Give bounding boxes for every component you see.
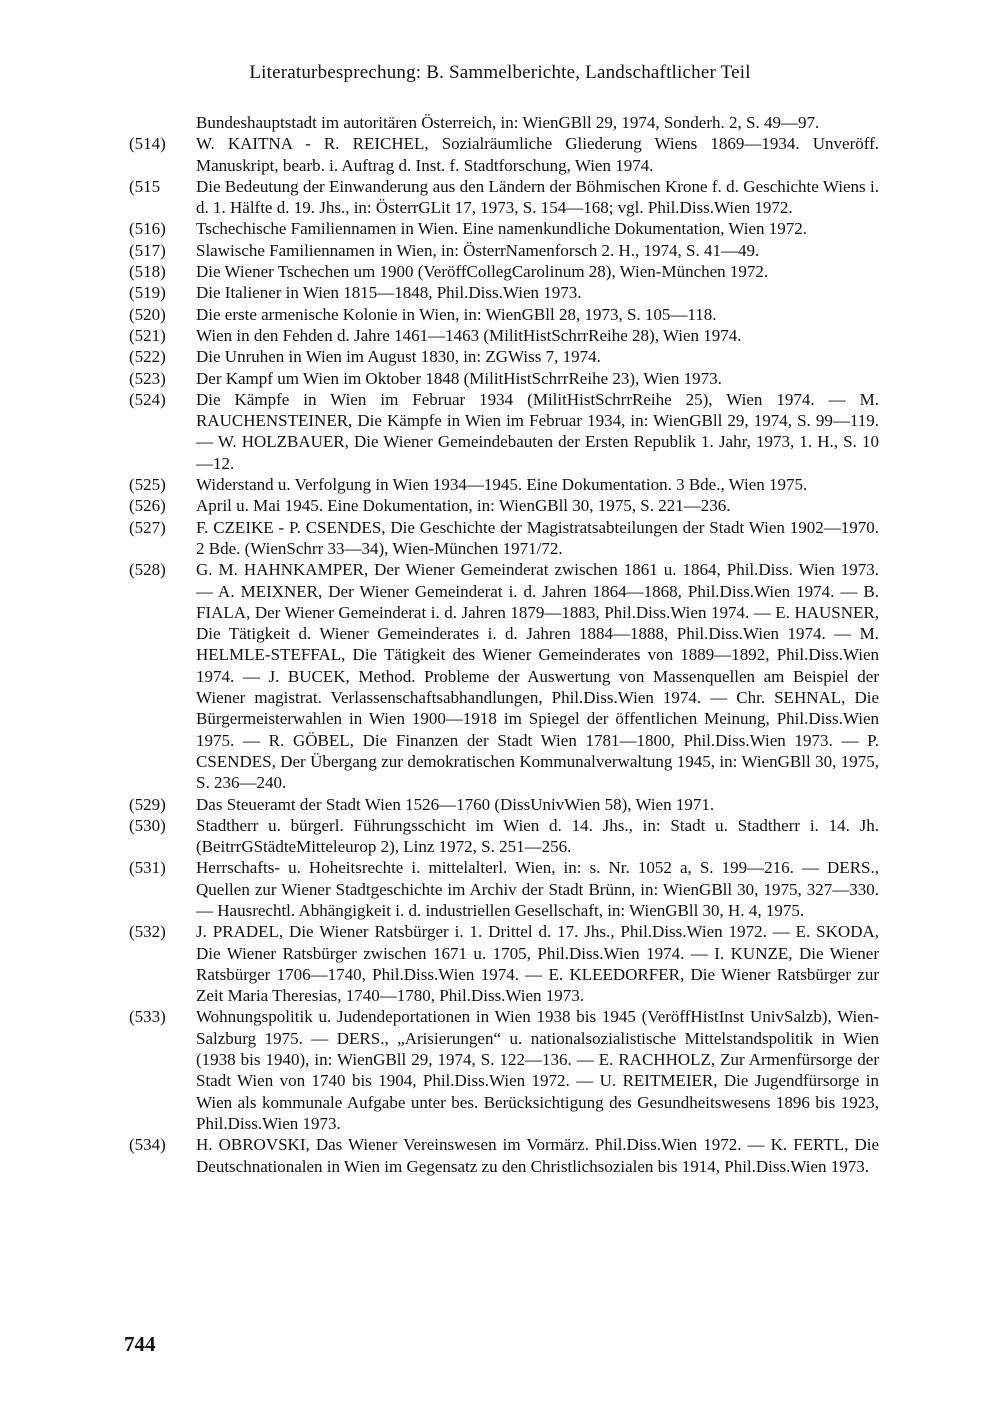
entry-text: F. CZEIKE - P. CSENDES, Die Geschichte der Magistratsabteilungen der Stadt Wien 1902—1970. 2 Bde. (WienSchrr 33—34), Wien-München 1971/72. [196, 517, 879, 558]
entry-number: (521) [129, 325, 166, 345]
list-item [129, 325, 879, 346]
entry-text: Die Unruhen in Wien im August 1830, in: ZGWiss 7, 1974. [196, 347, 601, 367]
entry-number: (523) [129, 368, 166, 388]
entry-text: April u. Mai 1945. Eine Dokumentation, in: WienGBll 30, 1975, S. 221—236. [196, 496, 731, 516]
list-item [129, 176, 879, 219]
entry-number: (530) [129, 815, 166, 835]
list-item [129, 857, 879, 921]
entry-number: (522) [129, 347, 166, 367]
list-item [129, 559, 879, 793]
entry-number: (527) [129, 517, 166, 537]
entry-number: (516) [129, 219, 166, 239]
entry-text: Wien in den Fehden d. Jahre 1461—1463 (MilitHistSchrrReihe 28), Wien 1974. [196, 325, 742, 345]
entry-text: Die Italiener in Wien 1815—1848, Phil.Diss.Wien 1973. [196, 283, 582, 303]
entry-number: (519) [129, 283, 166, 303]
list-item [129, 517, 879, 560]
list-item [129, 261, 879, 282]
entry-number: (517) [129, 240, 166, 260]
entry-number: (518) [129, 262, 166, 282]
list-item [129, 815, 879, 858]
entry-number: (529) [129, 794, 166, 814]
list-item [129, 1134, 879, 1177]
entry-text: Der Kampf um Wien im Oktober 1848 (MilitHistSchrrReihe 23), Wien 1973. [196, 368, 722, 388]
entry-number: (515 [129, 176, 161, 196]
entry-text: Bundeshauptstadt im autoritären Österreich, in: WienGBll 29, 1974, Sonderh. 2, S. 49—97. [196, 113, 820, 132]
list-item [129, 389, 879, 474]
entry-text: Das Steueramt der Stadt Wien 1526—1760 (DissUnivWien 58), Wien 1971. [196, 794, 715, 814]
entry-text: J. PRADEL, Die Wiener Ratsbürger i. 1. Drittel d. 17. Jhs., Phil.Diss.Wien 1972. — E. SKODA, Die Wiener Ratsbürger zwischen 1671 u. 1705, Phil.Diss.Wien 1974. — I. KUNZE, Die Wiener Ratsbürger 1706—1740, Phil.Diss.Wien 1974. — E. KLEEDORFER, Die Wiener Ratsbürger zur Zeit Maria Theresias, 1740—1780, Phil.Diss.Wien 1973. [196, 922, 879, 1006]
list-item [129, 368, 879, 389]
list-item [129, 304, 879, 325]
list-item [129, 218, 879, 239]
entry-number: (531) [129, 858, 166, 878]
entry-text: Die Wiener Tschechen um 1900 (VeröffCollegCarolinum 28), Wien-München 1972. [196, 262, 769, 282]
entry-text: Slawische Familiennamen in Wien, in: ÖsterrNamenforsch 2. H., 1974, S. 41—49. [196, 240, 760, 260]
entry-number: (528) [129, 560, 166, 580]
entry-text: W. KAITNA - R. REICHEL, Sozialräumliche Gliederung Wiens 1869—1934. Unveröff. Manuskript, bearb. i. Auftrag d. Inst. f. Stadtforschung, Wien 1974. [196, 134, 879, 175]
list-item [129, 495, 879, 516]
list-item [129, 1006, 879, 1134]
list-item [129, 794, 879, 815]
entry-number: (534) [129, 1135, 166, 1155]
entry-number: (525) [129, 475, 166, 495]
bibliography-list [129, 112, 879, 1177]
entry-text: Wohnungspolitik u. Judendeportationen in Wien 1938 bis 1945 (VeröffHistInst UnivSalzb), Wien-Salzburg 1975. — DERS., „Arisierungen“ u. nationalsozialistische Mittelstandspolitik in Wien (1938 bis 1940), in: WienGBll 29, 1974, S. 122—136. — E. RACHHOLZ, Zur Armenfürsorge der Stadt Wien von 1740 bis 1904, Phil.Diss.Wien 1972. — U. REITMEIER, Die Jugendfürsorge in Wien als kommunale Aufgabe unter bes. Berücksichtigung des Gesundheitswesens 1896 bis 1923, Phil.Diss.Wien 1973. [196, 1007, 879, 1133]
page-number: 744 [124, 1332, 156, 1356]
entry-number: (520) [129, 304, 166, 324]
entry-number: (526) [129, 496, 166, 516]
entry-number: (514) [129, 134, 166, 154]
entry-text: Die erste armenische Kolonie in Wien, in: WienGBll 28, 1973, S. 105—118. [196, 304, 717, 324]
entry-text: Stadtherr u. bürgerl. Führungsschicht im Wien d. 14. Jhs., in: Stadt u. Stadtherr i. 14. Jh. (BeitrrGStädteMitteleurop 2), Linz 1972, S. 251—256. [196, 815, 879, 857]
entry-text: H. OBROVSKI, Das Wiener Vereinswesen im Vormärz. Phil.Diss.Wien 1972. — K. FERTL, Die Deutschnationalen in Wien im Gegensatz zu den Christlichsozialen bis 1914, Phil.Diss.Wien 1973. [196, 1135, 879, 1176]
list-item [129, 921, 879, 1006]
running-header: Literaturbesprechung: B. Sammelberichte, Landschaftlicher Teil [249, 62, 751, 83]
list-item [129, 282, 879, 303]
entry-number: (532) [129, 922, 166, 942]
entry-text: Die Kämpfe in Wien im Februar 1934 (MilitHistSchrrReihe 25), Wien 1974. — M. RAUCHENSTEINER, Die Kämpfe in Wien im Februar 1934, in: WienGBll 29, 1974, S. 99—119. — W. HOLZBAUER, Die Wiener Gemeindebauten der Ersten Republik 1. Jahr, 1973, 1. H., S. 10—12. [196, 389, 879, 473]
entry-number: (533) [129, 1007, 166, 1027]
entry-text: Widerstand u. Verfolgung in Wien 1934—1945. Eine Dokumentation. 3 Bde., Wien 1975. [196, 475, 808, 495]
list-item [129, 240, 879, 261]
list-item [129, 474, 879, 495]
list-item [129, 133, 879, 176]
entry-text: G. M. HAHNKAMPER, Der Wiener Gemeinderat zwischen 1861 u. 1864, Phil.Diss. Wien 1973. — A. MEIXNER, Der Wiener Gemeinderat i. d. Jahren 1864—1868, Phil.Diss.Wien 1974. — B. FIALA, Der Wiener Gemeinderat i. d. Jahren 1879—1883, Phil.Diss.Wien 1974. — E. HAUSNER, Die Tätigkeit d. Wiener Gemeinderates i. d. Jahren 1884—1888, Phil.Diss.Wien 1974. — M. HELMLE-STEFFAL, Die Tätigkeit des Wiener Gemeinderates von 1889—1892, Phil.Diss.Wien 1974. — J. BUCEK, Method. Probleme der Auswertung von Massenquellen am Beispiel der Wiener magistrat. Verlassenschaftsabhandlungen, Phil.Diss.Wien 1974. — Chr. SEHNAL, Die Bürgermeisterwahlen in Wien 1900—1918 im Spiegel der öffentlichen Meinung, Phil.Diss.Wien 1975. — R. GÖBEL, Die Finanzen der Stadt Wien 1781—1800, Phil.Diss.Wien 1973. — P. CSENDES, Der Übergang zur demokratischen Kommunalverwaltung 1945, in: WienGBll 30, 1975, S. 236—240. [196, 560, 879, 793]
entry-text: Tschechische Familiennamen in Wien. Eine namenkundliche Dokumentation, Wien 1972. [196, 219, 808, 239]
list-item [129, 112, 879, 133]
entry-text: Die Bedeutung der Einwanderung aus den Ländern der Böhmischen Krone f. d. Geschichte Wiens i. d. 1. Hälfte d. 19. Jhs., in: ÖsterrGLit 17, 1973, S. 154—168; vgl. Phil.Diss.Wien 1972. [196, 176, 879, 218]
entry-text: Herrschafts- u. Hoheitsrechte i. mittelalterl. Wien, in: s. Nr. 1052 a, S. 199—216. — DERS., Quellen zur Wiener Stadtgeschichte im Archiv der Stadt Brünn, in: WienGBll 30, 1975, 327—330. — Hausrechtl. Abhängigkeit i. d. industriellen Gesellschaft, in: WienGBll 30, H. 4, 1975. [196, 858, 879, 920]
list-item [129, 346, 879, 367]
entry-number: (524) [129, 389, 166, 409]
